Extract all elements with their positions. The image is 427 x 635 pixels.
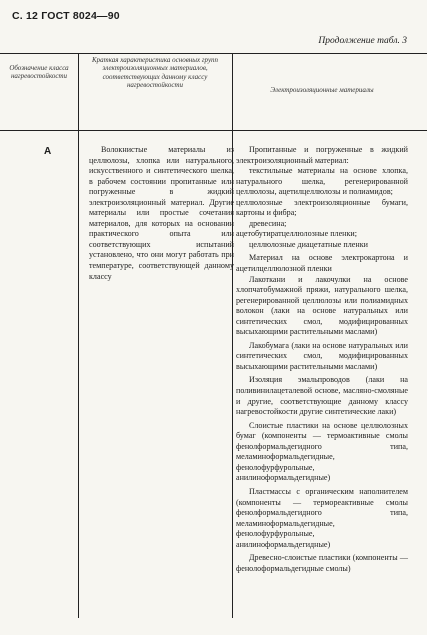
materials-list [236,145,408,574]
material-item: целлюлозные электроизоляционные бумаги, картоны и фибра; [236,197,408,218]
material-item: Материал на основе электрокартона и ацетилцеллюлозной пленки [236,253,408,274]
material-item: текстильные материалы на основе хлопка, натурального шелка, регенерированной целлюлозы, ацетилцеллюлозы и полиамидов; [236,166,408,197]
material-item: Лакоткани и лакочулки на основе хлопчатобумажной пряжи, натурального шелка, регенерированной целлюлозы или полиамидных волокон (лаки на основе натуральных или синтетических смол, модифицированных высыхающими растительными маслами) [236,274,408,337]
material-item: целлюлозные диацетатные пленки [249,239,368,249]
table-header-rule [0,130,427,131]
table-top-rule [0,53,427,54]
material-item: Слоистые пластики на основе целлюлозных бумаг (компоненты — термоактивные смолы фенолформальдегидного типа, меламиноформальдегидные, фенолофурфурольные, анилиноформальдегидные) [236,420,408,483]
material-item: Пропитанные и погруженные в жидкий электроизоляционный материал: [236,145,408,165]
material-item: древесина; [249,218,287,228]
characteristic-text: Волокнистые материалы из целлюлозы, хлопка или натурального, искусственного и синтетического шелка, в рабочем состоянии пропитанные или погруженные в жидкий электроизоляционный материал. Другие материалы или простые сочетания материалов, для которых на основании практического опыта или соответствующих испытаний установлено, что они могут работать при температуре, соответствующей данному классу [89,145,234,281]
column-divider-2 [232,53,233,618]
column-divider-1 [78,53,79,618]
column-header-characteristic: Краткая характеристика основных групп электроизоляционных материалов, соответствующих данному классу нагревостойкости [91,56,219,89]
class-designation: А [44,146,52,157]
material-item: Пластмассы с органическим наполнителем (компоненты — термореактивные смолы фенолформальдегидного типа, меламиноформальдегидные, фенолофурфурольные, анилиноформальдегидные) [236,486,408,549]
material-item: ацетобутиратцеллюлозные пленки; [236,229,358,239]
material-item: Лакобумага (лаки на основе натуральных или синтетических смол, модифицированных высыхающими растительными маслами) [236,340,408,371]
column-header-materials: Электроизоляционные материалы [270,86,374,94]
material-item: Изоляция эмальпроводов (лаки на поливинилацеталевой основе, масляно-смоляные и другие, соответствующие данному классу нагревостойкости другие синтетические лаки) [236,375,408,417]
class-characteristic [89,145,234,282]
page-header: С. 12 ГОСТ 8024—90 [12,10,120,22]
continuation-label: Продолжение табл. 3 [318,36,407,46]
column-header-class: Обозначение класса нагревостойкости [9,64,69,81]
material-item: Древесно-слоистые пластики (компоненты — фенолоформальдегидные смолы) [236,553,408,573]
